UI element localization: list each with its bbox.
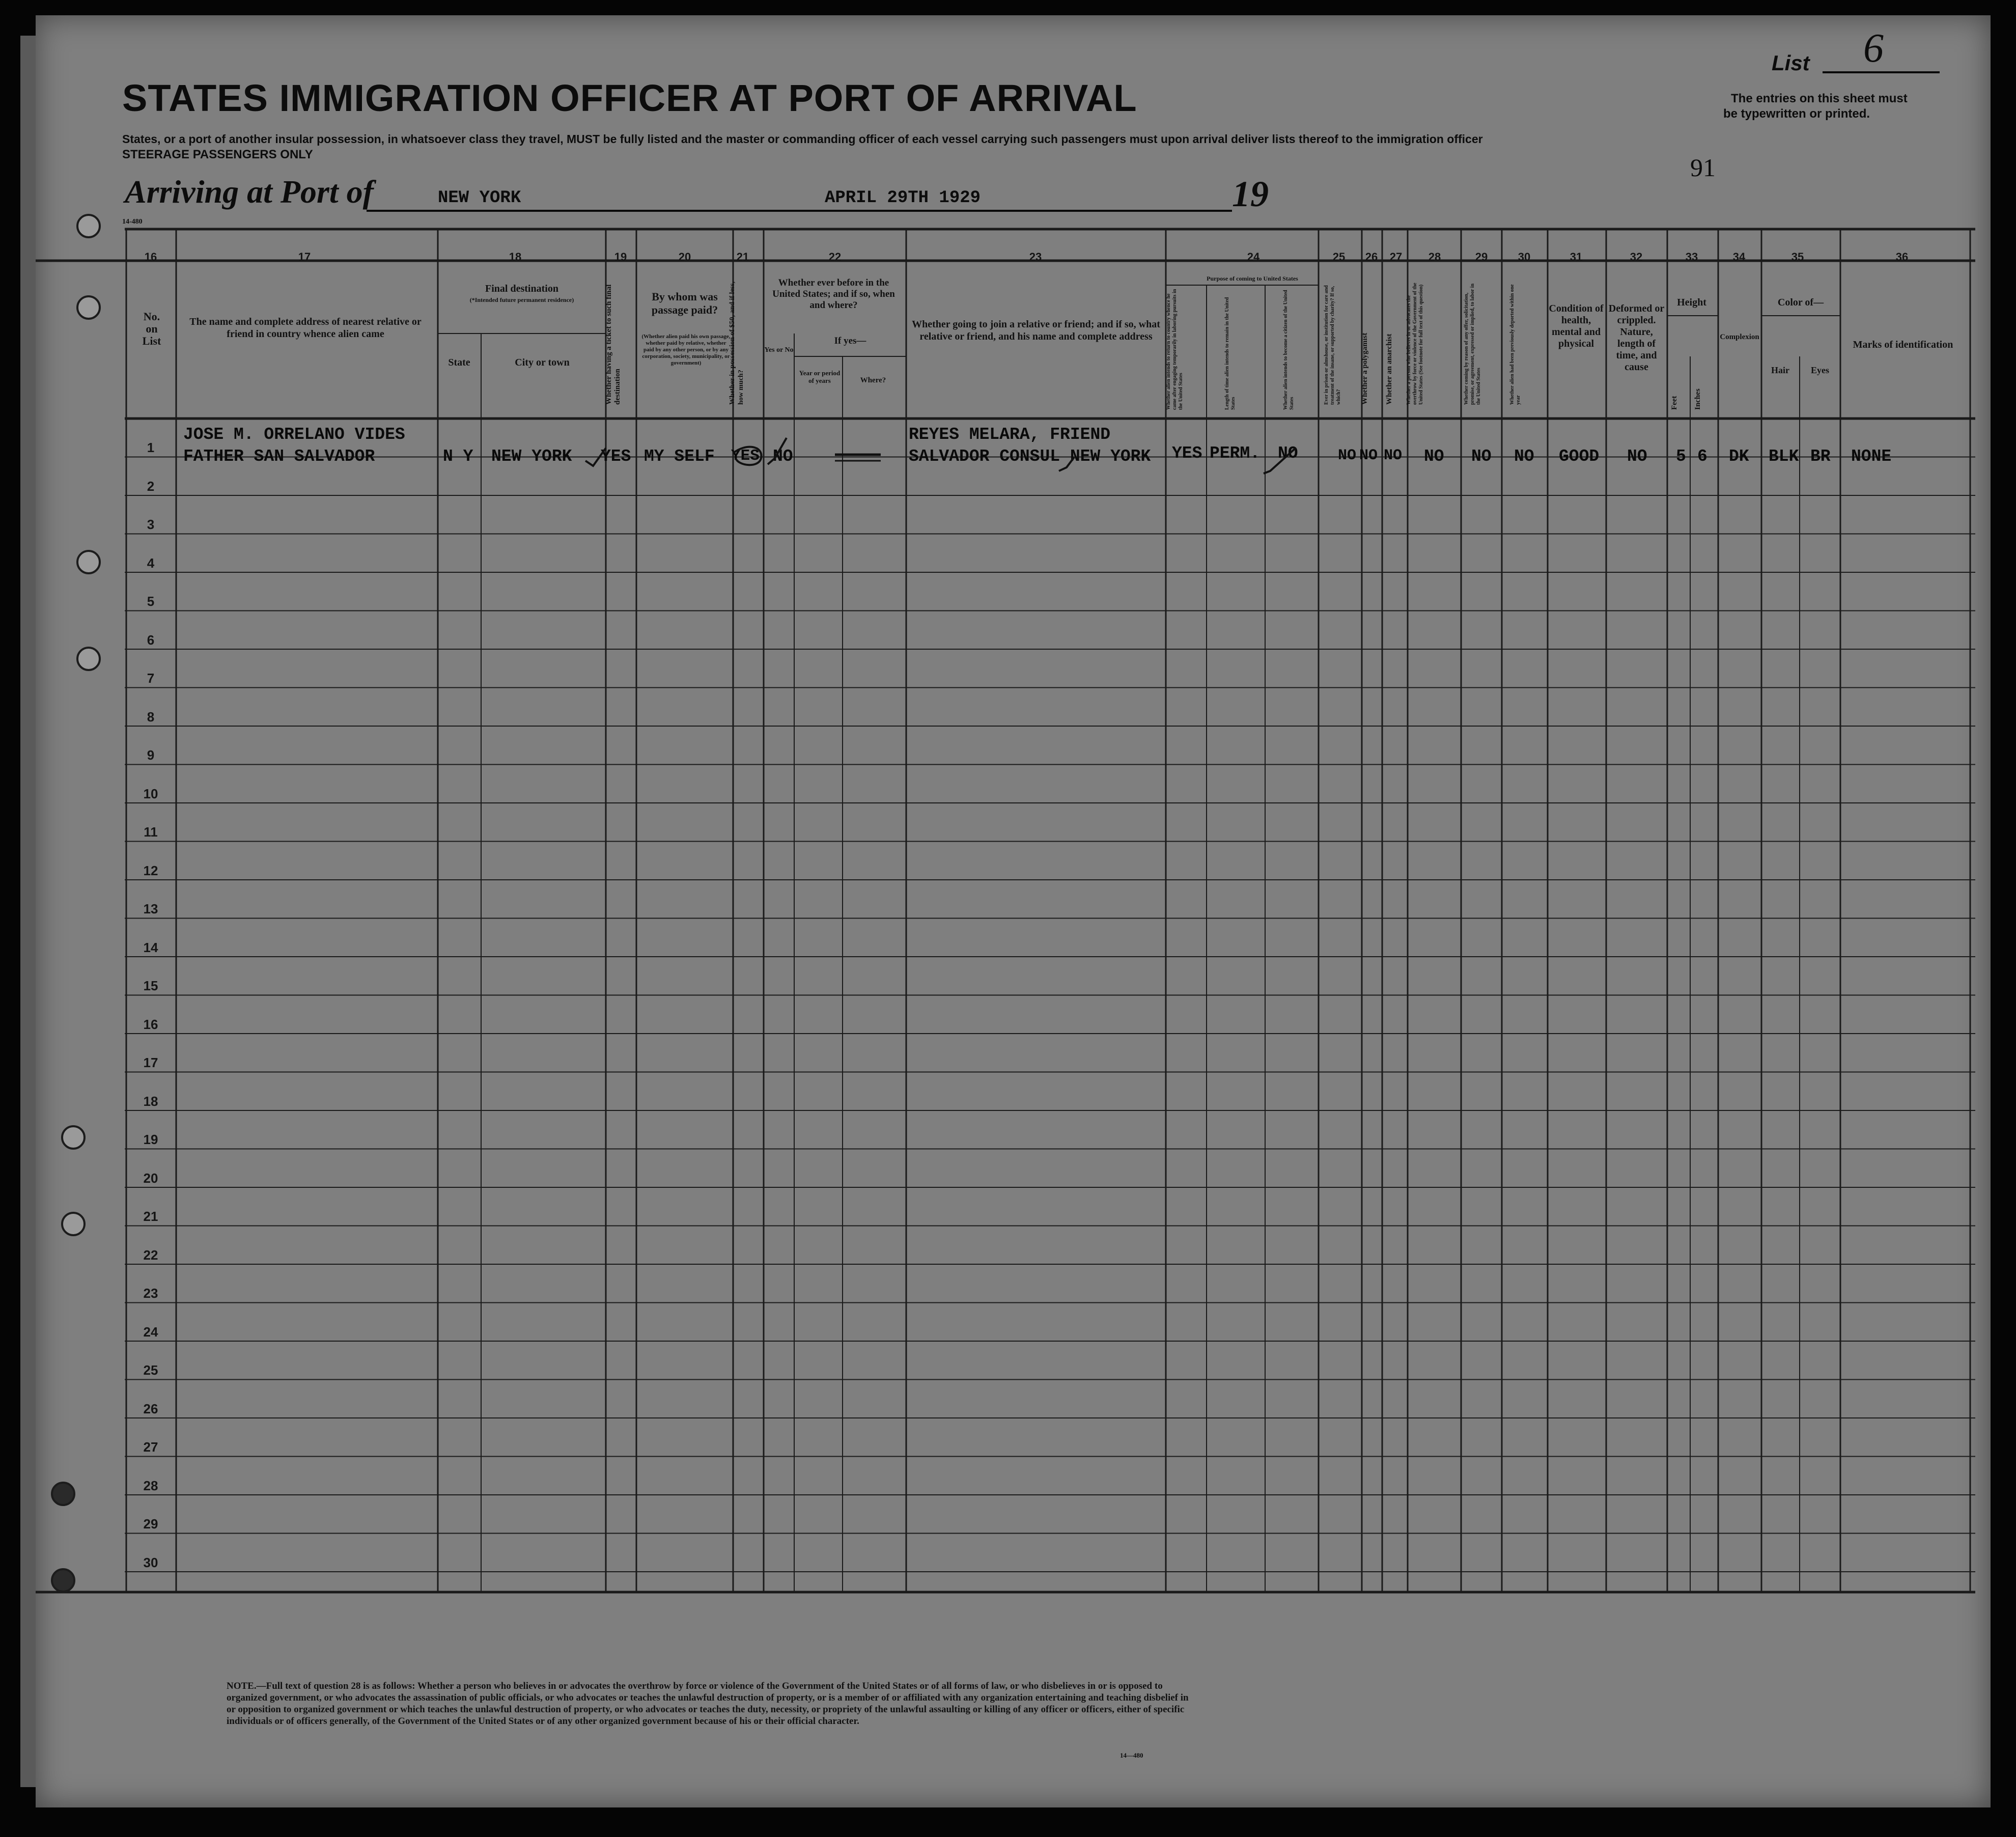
entry-eyes: BR — [1810, 447, 1831, 466]
header-if-yes: If yes— — [834, 336, 866, 346]
header-no-on-list: No. on List — [142, 310, 161, 347]
row-number: 5 — [147, 594, 155, 609]
col-num-32: 32 — [1630, 250, 1643, 263]
header-health: Condition of health, mental and physical — [1549, 303, 1604, 349]
row-number: 15 — [143, 978, 158, 993]
entry-deformed: NO — [1627, 447, 1647, 466]
row-number: 21 — [143, 1209, 158, 1224]
row-number: 17 — [143, 1055, 158, 1070]
row-number: 13 — [143, 901, 158, 916]
col-num-22: 22 — [828, 250, 842, 263]
entry-before-in-us: NO — [773, 447, 793, 466]
typewritten-note-2: be typewritten or printed. — [1723, 107, 1870, 121]
header-deformed: Deformed or crippled. Nature, length of time, and cause — [1608, 303, 1665, 373]
header-join-relative: Whether going to join a relative or friend; and if so, what relative or friend, and his name and complete address — [912, 319, 1160, 342]
col-num-30: 30 — [1518, 250, 1531, 263]
header-color: Color of— — [1777, 297, 1824, 308]
header-deported: Whether alien had been previously deported within one year — [1509, 284, 1521, 405]
entry-polygamist: NO — [1359, 447, 1378, 464]
header-before-in-us: Whether ever before in the United States; and if so, when and where? — [772, 277, 895, 311]
row-number: 11 — [144, 824, 158, 840]
entry-money: YES — [731, 447, 760, 465]
entry-feet: 5 — [1676, 447, 1686, 466]
header-inches: Inches — [1694, 388, 1702, 410]
entry-overthrow: NO — [1424, 447, 1444, 466]
entry-health: GOOD — [1559, 447, 1600, 466]
row-number: 27 — [143, 1439, 158, 1455]
header-year: Year or period of years — [799, 369, 841, 384]
list-label: List — [1772, 51, 1810, 75]
entry-ticket: YES — [601, 447, 631, 466]
row-number: 18 — [143, 1093, 158, 1109]
arriving-label: Arriving at Port of — [125, 174, 374, 210]
row-number: 19 — [143, 1132, 158, 1147]
list-number: 6 — [1863, 26, 1884, 71]
header-purpose-return: Whether alien intends to return to country whence he came after engaging temporarily in laboring pursuits in the United States — [1166, 289, 1184, 410]
entry-anarchist: NO — [1384, 447, 1403, 464]
row-number: 29 — [143, 1516, 158, 1532]
entry-join-line2: SALVADOR CONSUL NEW YORK — [909, 447, 1151, 466]
footnote: NOTE.—Full text of question 28 is as follows: Whether a person who believes in or advocates the overthrow by force or violence of the Government of the United States or of all forms of law, or who disbelieves in or is opposed to organized government, or who advocates the assassination of public officials, or who advocates or teaches the unlawful destruction of property, or is a member of or affiliated with any organization entertaining and teaching disbelief in or opposition to organized government or which teaches the unlawful destruction of property, or who advocates or teaches the duty, necessity, or propriety of the unlawful assaulting or killing of any officer or officers, either of specific individuals or of officers generally, of the Government of the United States or of any other organized government because of his or their official character. — [227, 1681, 1189, 1727]
col-num-29: 29 — [1475, 250, 1488, 263]
entry-hair: BLK — [1769, 447, 1799, 466]
year-prefix: 19 — [1232, 174, 1269, 214]
row-number: 25 — [143, 1362, 158, 1378]
footnote-code: 14—480 — [1120, 1751, 1143, 1759]
col-num-26: 26 — [1365, 250, 1378, 263]
form-title: STATES IMMIGRATION OFFICER AT PORT OF ARRIVAL — [122, 77, 1137, 119]
col-num-27: 27 — [1389, 250, 1403, 263]
header-polygamist: Whether a polygamist — [1361, 332, 1369, 405]
class-note: STEERAGE PASSENGERS ONLY — [122, 148, 313, 161]
header-nearest-relative: The name and complete address of nearest relative or friend in country whence alien came — [189, 316, 422, 340]
header-eyes: Eyes — [1811, 365, 1829, 375]
col-num-24: 24 — [1247, 250, 1260, 263]
entry-prison: NO — [1338, 447, 1357, 464]
row-number: 4 — [147, 555, 155, 571]
row-number: 10 — [143, 786, 158, 801]
header-purpose-length: Length of time alien intends to remain in the United States — [1224, 297, 1236, 410]
col-num-28: 28 — [1428, 250, 1441, 263]
entry-relative-line2: FATHER SAN SALVADOR — [183, 447, 375, 466]
header-money: Whether in possession of $50, and if less, how much? — [729, 281, 745, 405]
header-passage-paid: By whom was passage paid? — [651, 290, 718, 316]
row-number: 14 — [143, 939, 158, 955]
entry-purpose-return: YES — [1172, 444, 1202, 463]
entry-citizen: NO — [1278, 444, 1298, 463]
col-num-35: 35 — [1791, 250, 1804, 263]
row-number: 9 — [147, 747, 155, 763]
entry-state: N Y — [443, 447, 473, 466]
entry-paid-by: MY SELF — [644, 447, 715, 466]
arrival-date: APRIL 29TH 1929 — [825, 188, 981, 208]
col-num-17: 17 — [298, 250, 311, 263]
header-where: Where? — [860, 376, 886, 384]
header-city: City or town — [515, 357, 570, 368]
header-purpose-citizen: Whether alien intends to become a citizen of the United States — [1283, 290, 1295, 410]
row-number: 1 — [147, 440, 155, 455]
col-num-21: 21 — [736, 250, 749, 263]
row-number: 8 — [147, 709, 155, 725]
header-marks: Marks of identification — [1853, 339, 1953, 350]
row-number: 23 — [143, 1286, 158, 1301]
header-height: Height — [1677, 297, 1706, 308]
header-yes-no: Yes or No — [764, 346, 794, 354]
entry-deported: NO — [1514, 447, 1534, 466]
row-number: 16 — [143, 1016, 158, 1032]
typewritten-note-1: The entries on this sheet must — [1731, 92, 1908, 105]
header-complexion: Complexion — [1720, 333, 1759, 341]
row-number: 2 — [147, 478, 155, 494]
entry-length-stay: PERM. — [1210, 444, 1261, 463]
col-num-19: 19 — [614, 250, 627, 263]
header-passage-paid-note: (Whether alien paid his own passage, whether paid by relative, whether paid by any other person, or by any corporation, society, municipality, or government) — [641, 333, 731, 366]
col-num-20: 20 — [678, 250, 691, 263]
row-number: 30 — [143, 1554, 158, 1570]
row-number: 24 — [143, 1324, 158, 1340]
row-number: 20 — [143, 1170, 158, 1186]
col-num-16: 16 — [144, 250, 157, 263]
row-number: 6 — [147, 632, 155, 648]
header-final-destination-note: (*Intended future permanent residence) — [469, 296, 574, 303]
col-num-34: 34 — [1732, 250, 1746, 263]
entry-relative-line1: JOSE M. ORRELANO VIDES — [183, 425, 405, 444]
entry-inches: 6 — [1697, 447, 1707, 466]
entry-city: NEW YORK — [491, 447, 572, 466]
header-hair: Hair — [1771, 365, 1789, 375]
entry-marks: NONE — [1851, 447, 1892, 466]
header-ticket: Whether having a ticket to such final destination — [605, 284, 622, 405]
row-number: 7 — [147, 671, 155, 686]
col-num-23: 23 — [1029, 250, 1042, 263]
header-feet: Feet — [1670, 396, 1678, 410]
row-number: 12 — [143, 862, 158, 878]
header-purpose: Purpose of coming to United States — [1207, 275, 1298, 282]
row-number: 26 — [143, 1401, 158, 1416]
port-name: NEW YORK — [438, 188, 521, 208]
entry-labor-offer: NO — [1471, 447, 1492, 466]
row-number: 28 — [143, 1478, 158, 1493]
row-number: 3 — [147, 517, 155, 532]
col-num-36: 36 — [1895, 250, 1909, 263]
col-num-31: 31 — [1570, 250, 1583, 263]
header-overthrow: Whether a person who believes in or advocates the overthrow by force or violence of the Government of the United States (See footnote for full text of this question) — [1406, 283, 1424, 405]
header-state: State — [448, 357, 470, 368]
header-labor-offer: Whether coming by reason of any offer, solicitation, promise, or agreement, expressed or implied, to labor in the United States — [1464, 283, 1481, 405]
header-prison: Ever in prison or almshouse, or institution for care and treatment of the insane, or supported by charity? If so, which? — [1324, 285, 1341, 405]
header-final-destination: Final destination — [485, 283, 558, 294]
col-num-18: 18 — [509, 250, 522, 263]
col-num-25: 25 — [1332, 250, 1346, 263]
form-subtitle: States, or a port of another insular possession, in whatsoever class they travel, MUST be fully listed and the master or commanding officer of each vessel carrying such passengers must upon arrival deliver lists thereof to the immigration officer — [122, 132, 1483, 146]
form-code: 14-480 — [122, 218, 143, 226]
entry-complexion: DK — [1729, 447, 1749, 466]
entry-join-line1: REYES MELARA, FRIEND — [909, 425, 1111, 444]
row-number: 22 — [143, 1247, 158, 1263]
header-anarchist: Whether an anarchist — [1385, 333, 1393, 405]
col-num-33: 33 — [1685, 250, 1698, 263]
sheet-number: 91 — [1690, 153, 1716, 182]
